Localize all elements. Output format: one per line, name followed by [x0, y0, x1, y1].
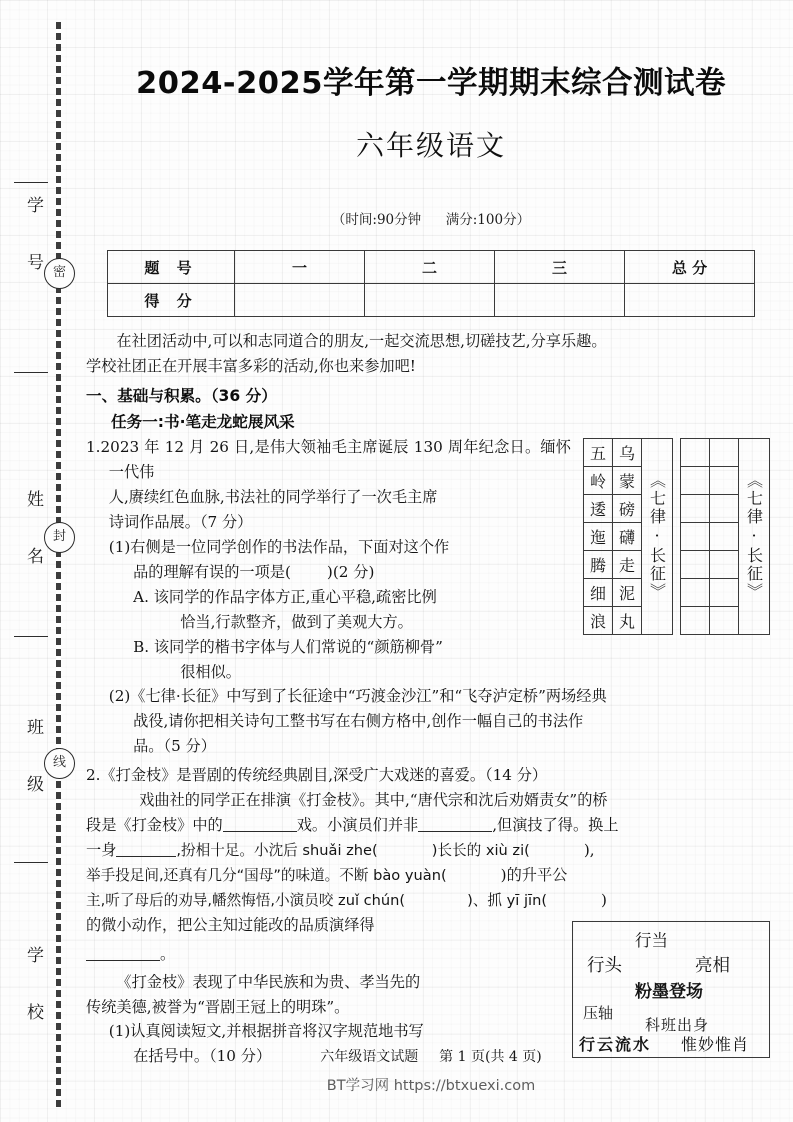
- watermark: BT学习网 https://btxuexi.com: [326, 1078, 536, 1094]
- footer-page-number: 第 1 页(共 4 页): [439, 1049, 542, 1065]
- sealing-dashed-line: [56, 22, 61, 1108]
- score-input-cell[interactable]: [625, 284, 755, 317]
- term-weimiaoweixiao: 惟妙惟肖: [681, 1034, 750, 1054]
- question-2-passage-line-3: [86, 838, 776, 863]
- exam-total-score: 满分:100分）: [445, 212, 531, 228]
- side-label-school: 学 校: [23, 946, 43, 1030]
- question-2-passage-line-6: 的微小动作，把公主知过能改的品质演绎得: [86, 915, 375, 934]
- calligraphy-cell: 五: [589, 444, 606, 464]
- page-footer: [86, 1046, 776, 1066]
- question-1-sub1-line-1: (1)右侧是一位同学创作的书法作品，下面对这个作: [108, 537, 450, 556]
- score-cell: 总 分: [625, 251, 755, 284]
- term-kebanchushen: 科班出身: [645, 1015, 710, 1034]
- calligraphy-empty-cell[interactable]: [710, 494, 738, 522]
- score-row-label: 得 分: [108, 284, 235, 317]
- page-title: 2024-2025学年第一学期期末综合测试卷: [136, 66, 726, 101]
- side-divider: [14, 862, 48, 863]
- question-2-passage-line-9: 传统美德,被誉为“晋剧王冠上的明珠”。: [86, 997, 350, 1016]
- score-cell: 三: [495, 251, 625, 284]
- calligraphy-empty-cell[interactable]: [710, 606, 738, 634]
- calligraphy-empty-column-right[interactable]: [681, 439, 709, 634]
- calligraphy-cell: 磅: [613, 494, 641, 522]
- score-row-label: 题 号: [108, 251, 235, 284]
- calligraphy-empty-cell[interactable]: [681, 606, 709, 634]
- main-content: [86, 0, 776, 1122]
- calligraphy-cell: 岭: [584, 466, 612, 494]
- fill-blank-input[interactable]: [418, 816, 492, 832]
- exam-time: （时间:90分钟: [331, 212, 422, 228]
- calligraphy-title-text: 《七律·长征》: [647, 472, 667, 602]
- calligraphy-cell: 礴: [613, 522, 641, 550]
- calligraphy-empty-column-left[interactable]: [709, 439, 738, 634]
- calligraphy-empty-cell[interactable]: [710, 578, 738, 606]
- calligraphy-empty-cell[interactable]: [681, 466, 709, 494]
- section-heading-1: 一、基础与积累。（36 分）: [86, 387, 277, 406]
- question-2-passage-line-8: 《打金枝》表现了中华民族和为贵、孝当先的: [116, 972, 421, 991]
- passage-text: 。: [160, 944, 176, 963]
- fill-blank-input[interactable]: [86, 945, 160, 961]
- calligraphy-cell: 泥: [613, 578, 641, 606]
- question-1-stem-line-2: 人,赓续红色血脉,书法社的同学举行了一次毛主席: [108, 488, 438, 507]
- score-table: [107, 250, 755, 317]
- question-1-sub2-line-3: 品。（5 分）: [133, 737, 216, 756]
- calligraphy-cell: 细: [584, 578, 612, 606]
- question-1-option-b-line-2[interactable]: 很相似。: [180, 662, 241, 681]
- page-subtitle: 六年级语文: [355, 129, 506, 162]
- calligraphy-grid-filled: [583, 438, 673, 635]
- calligraphy-empty-cell[interactable]: [710, 466, 738, 494]
- calligraphy-cell: 乌: [618, 444, 635, 464]
- calligraphy-cell: 蒙: [613, 466, 641, 494]
- calligraphy-empty-cell[interactable]: [681, 578, 709, 606]
- side-label-name: 姓 名: [23, 490, 43, 574]
- calligraphy-title-filled: [641, 439, 672, 634]
- side-divider: [14, 182, 48, 183]
- passage-pinyin: ,扮相十足。小沈后 shuǎi zhe(: [176, 842, 378, 859]
- passage-text: 戏。小演员们并非: [296, 816, 419, 835]
- calligraphy-empty-cell[interactable]: [681, 494, 709, 522]
- sub1-text-before: 品的理解有误的一项是(: [133, 562, 291, 581]
- question-2-passage-line-5: [86, 888, 776, 913]
- exam-meta: [86, 208, 776, 228]
- question-2-stem: 2.《打金枝》是晋剧的传统经典剧目,深受广大戏迷的喜爱。（14 分）: [86, 766, 548, 785]
- calligraphy-cell: 腾: [584, 550, 612, 578]
- table-row: [108, 284, 755, 317]
- question-2-passage-line-1: 戏曲社的同学正在排演《打金枝》。其中,“唐代宗和沈后劝婿责女”的桥: [139, 791, 608, 810]
- side-label-student-number: 学 号: [23, 196, 43, 280]
- passage-text: 一身: [86, 841, 117, 859]
- table-row: [108, 251, 755, 284]
- passage-pinyin: )、抓 yī jīn(: [467, 891, 548, 909]
- calligraphy-grids: [583, 438, 770, 635]
- passage-pinyin: 主,听了母后的劝导,幡然悔悟,小演员咬 zuǐ chún(: [86, 891, 406, 909]
- term-hangdang: 行当: [635, 930, 668, 950]
- term-xingyunliushui: 行云流水: [579, 1034, 652, 1054]
- passage-pinyin: )长长的 xiù zi(: [431, 842, 530, 859]
- question-1-sub2-line-1: (2)《七律·长征》中写到了长征途中“巧渡金沙江”和“飞夺泸定桥”两场经典: [108, 687, 607, 706]
- calligraphy-title-empty: [738, 439, 769, 634]
- question-1-stem-line-3: 诗词作品展。（7 分）: [108, 513, 253, 532]
- side-divider: [14, 636, 48, 637]
- side-label-class: 班 级: [23, 718, 43, 802]
- calligraphy-empty-cell[interactable]: [710, 550, 738, 578]
- calligraphy-cell: 浪: [584, 606, 612, 634]
- calligraphy-empty-cell[interactable]: [681, 550, 709, 578]
- theatre-terms-box: [572, 921, 770, 1058]
- score-input-cell[interactable]: [235, 284, 365, 317]
- question-1-sub2-line-2: 战役,请你把相关诗句工整书写在右侧方格中,创作一幅自己的书法作: [133, 712, 584, 731]
- intro-line-1: 在社团活动中,可以和志同道合的朋友,一起交流思想,切磋技艺,分享乐趣。: [116, 332, 607, 350]
- calligraphy-column-left: [612, 439, 641, 634]
- seal-icon-xian: 线: [44, 748, 75, 779]
- calligraphy-empty-cell[interactable]: [681, 522, 709, 550]
- passage-text: ),: [583, 841, 595, 859]
- calligraphy-cell: 迤: [584, 522, 612, 550]
- score-input-cell[interactable]: [495, 284, 625, 317]
- side-divider: [14, 372, 48, 373]
- calligraphy-title-text: 《七律·长征》: [744, 472, 764, 602]
- question-1-stem-line-1: 1.2023 年 12 月 26 日,是伟大领袖毛主席诞辰 130 周年纪念日。缅怀一代伟: [86, 438, 571, 482]
- term-yazhou: 压轴: [583, 1003, 614, 1022]
- question-2-sub1-line-2: 在括号中。（10 分）: [133, 1047, 272, 1066]
- sub1-text-after: )(2 分): [326, 562, 375, 581]
- calligraphy-empty-cell[interactable]: [710, 522, 738, 550]
- intro-line-2: 学校社团正在开展丰富多彩的活动,你也来参加吧!: [86, 356, 416, 375]
- passage-text: ): [601, 890, 607, 909]
- calligraphy-grid-empty[interactable]: [680, 438, 770, 635]
- passage-pinyin: 举手投足间,还真有几分“国母”的味道。不断 bào yuàn(: [86, 866, 447, 884]
- calligraphy-empty-cell[interactable]: [710, 439, 738, 466]
- question-2-passage-line-4: [86, 863, 776, 888]
- question-1-option-a-line-2[interactable]: 恰当,行款整齐，做到了美观大方。: [180, 612, 413, 631]
- question-1-option-a-line-1[interactable]: A. 该同学的作品字体方正,重心平稳,疏密比例: [133, 587, 437, 606]
- score-cell: 一: [235, 251, 365, 284]
- task-heading-1: 任务一:书·笔走龙蛇展风采: [110, 413, 295, 432]
- score-cell: 二: [365, 251, 495, 284]
- question-1-option-b-line-1[interactable]: B. 该同学的楷书字体与人们常说的“颜筋柳骨”: [133, 637, 443, 656]
- calligraphy-column-right: [584, 439, 612, 634]
- calligraphy-cell: 走: [613, 550, 641, 578]
- term-fenmodengchang: 粉墨登场: [635, 981, 703, 1002]
- passage-text: ,但演技了得。换上: [492, 816, 619, 835]
- term-hangtou: 行头: [587, 955, 622, 976]
- seal-icon-feng: 封: [44, 522, 75, 553]
- passage-text: )的升平公: [500, 865, 568, 884]
- fill-blank-input[interactable]: [116, 841, 176, 857]
- question-2-sub1-line-1: (1)认真阅读短文,并根据拼音将汉字规范地书写: [108, 1022, 424, 1041]
- calligraphy-cell: 丸: [613, 606, 641, 634]
- score-input-cell[interactable]: [365, 284, 495, 317]
- footer-subject: 六年级语文试题: [320, 1049, 419, 1065]
- calligraphy-empty-cell[interactable]: [681, 439, 709, 466]
- question-2-passage-line-2: [86, 813, 776, 838]
- seal-icon-mi: 密: [44, 258, 75, 289]
- calligraphy-cell: 逶: [584, 494, 612, 522]
- binding-strip: [0, 0, 78, 1122]
- term-liangxiang: 亮相: [695, 955, 730, 976]
- fill-blank-input[interactable]: [223, 816, 297, 832]
- passage-text: 段是《打金枝》中的: [86, 816, 223, 835]
